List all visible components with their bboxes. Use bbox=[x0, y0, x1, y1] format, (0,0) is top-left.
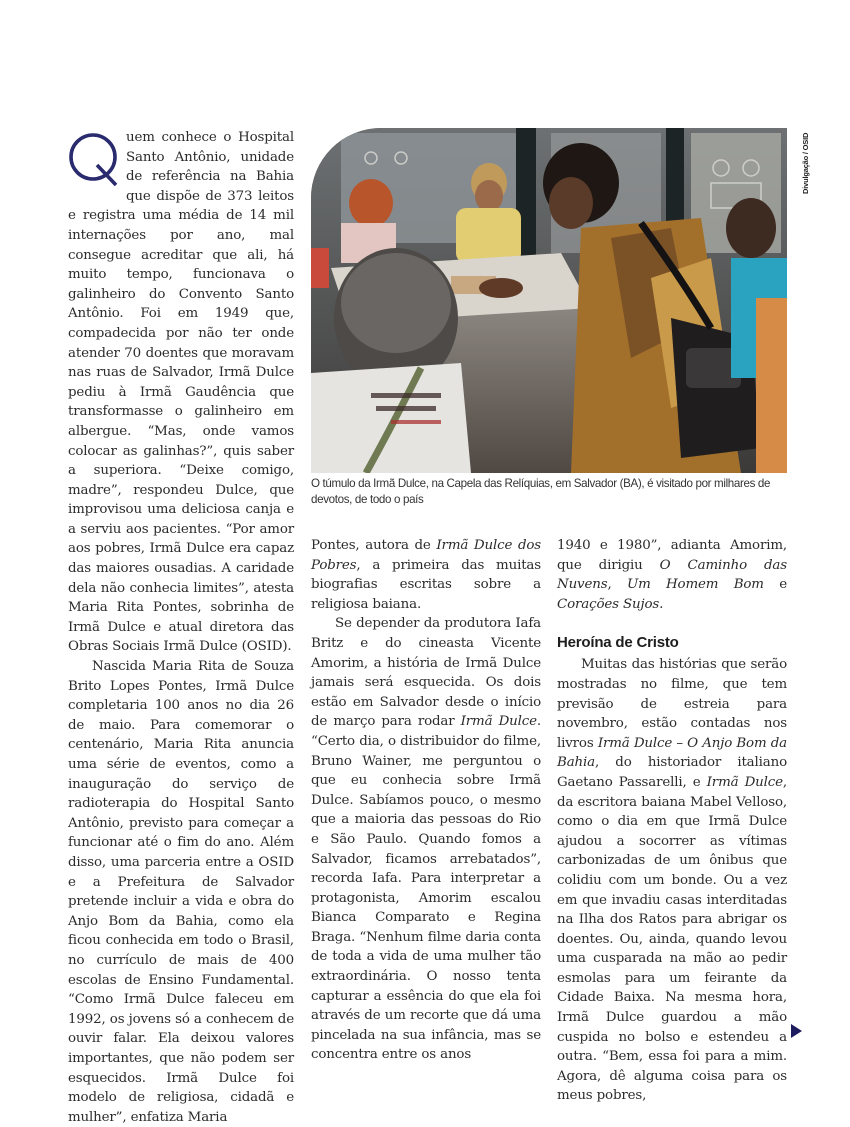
photo-caption: O túmulo da Irmã Dulce, na Capela das Relíquias, em Salvador (BA), é visitado por milhares de devotos, de todo o país bbox=[311, 477, 771, 506]
film-title-1: O Caminho das Nuvens bbox=[557, 557, 787, 593]
film-title-2: Um Homem Bom bbox=[626, 577, 764, 593]
book-title: Irmã Dulce dos Pobres bbox=[311, 538, 541, 573]
paragraph-4: Se depender da produtora Iafa Britz e do cineasta Vicente Amorim, a história de Irmã Dulce jamais será esquecida. Os dois estão em Salvador desde o início de março para rodar Irmã Dulce. “Certo dia, o distribuidor do filme, Bruno Wainer, me perguntou o que eu conhecia sobre Irmã Dulce. Sabíamos pouco, o mesmo que a maioria das pessoas do Rio e São Paulo. Quando fomos a Salvador, ficamos arrebatados”, recorda Iafa. Para interpretar a protagonista, Amorim escalou Bianca Comparato e Regina Braga. “Nenhum filme daria conta de toda a vida de uma mulher tão extraordinária. O nosso tenta capturar a essência do que ela foi através de um recorte que dá uma pincelada na sua infância, mas se concentra entre os anos bbox=[311, 616, 541, 1063]
photo-tomb-visitors bbox=[311, 128, 787, 473]
section-subheading: Heroína de Cristo bbox=[557, 634, 679, 652]
photo-image bbox=[311, 128, 787, 473]
paragraph-5: 1940 e 1980”, adianta Amorim, que dirigiu O Caminho das Nuvens, Um Homem Bom e Corações Sujos. bbox=[557, 538, 787, 612]
film-title-3: Corações Sujos bbox=[557, 596, 660, 612]
continue-arrow-icon bbox=[791, 1024, 802, 1038]
dropcap-q bbox=[66, 130, 122, 188]
dropcap-q-glyph bbox=[66, 130, 122, 188]
paragraph-3: Pontes, autora de Irmã Dulce dos Pobres, a primeira das muitas biografias escritas sobre a religiosa baiana. bbox=[311, 538, 541, 612]
book-title-2: Irmã Dulce bbox=[706, 774, 783, 790]
article-column-2 bbox=[311, 536, 541, 1065]
article-column-3 bbox=[557, 536, 787, 1106]
paragraph-6: Muitas das histórias que serão mostradas no filme, que tem previsão de estreia para novembro, estão contadas nos livros Irmã Dulce – O Anjo Bom da Bahia, do historiador italiano Gaetano Passarelli, e Irmã Dulce, da escritora baiana Mabel Velloso, como o dia em que Irmã Dulce ajudou a socorrer as vítimas carbonizadas de um ônibus que colidiu com um bonde. Ou a vez em que invadiu casas interditadas na Ilha dos Ratos para abrigar os doentes. Ou, ainda, quando levou uma cusparada na mão ao pedir esmolas para um feirante da Cidade Baixa. Na mesma hora, Irmã Dulce guardou a mão cuspida no bolso e estendeu a outra. “Bem, essa foi para a mim. Agora, dê alguma coisa para os meus pobres, bbox=[557, 657, 788, 1104]
paragraph-2: Nascida Maria Rita de Souza Brito Lopes Pontes, Irmã Dulce completaria 100 anos no dia 26 de maio. Para comemorar o centenário, Maria Rita anuncia uma série de eventos, como a inauguração do serviço de radioterapia do Hospital Santo Antônio, previsto para começar a funcionar até o fim do ano. Além disso, uma parceria entre a OSID e a Prefeitura de Salvador pretende incluir a vida e obra do Anjo Bom da Bahia, como ela ficou conhecida em todo o Brasil, no currículo de mais de 400 escolas de Ensino Fundamental. “Como Irmã Dulce faleceu em 1992, os jovens só a conhecem de ouvir falar. Ela deixou valores importantes, que não podem ser esquecidos. Irmã Dulce foi modelo de religiosa, cidadã e mulher”, enfatiza Maria bbox=[68, 659, 294, 1125]
film-title: Irmã Dulce bbox=[460, 714, 537, 730]
photo-credit: Divulgação / OSID bbox=[801, 132, 810, 194]
book-title-1: Irmã Dulce – O Anjo Bom da Bahia bbox=[557, 735, 788, 771]
paragraph-intro bbox=[68, 128, 294, 657]
intro-text: uem conhece o Hospital Santo Antônio, unidade de referência na Bahia que dispõe de 373 leitos e registra uma média de 14 mil internações por ano, mal consegue acreditar que ali, há muito tempo, funcionava o galinheiro do Convento Santo Antônio. Foi em 1949 que, compadecida por não ter onde atender 70 doentes que moravam nas ruas de Salvador, Irmã Dulce pediu à Irmã Gaudência que transformasse o galinheiro em albergue. “Mas, onde vamos colocar as galinhas?”, quis saber a superiora. “Deixe comigo, madre”, respondeu Dulce, que improvisou uma deliciosa canja e a serviu aos pacientes. “Por amor aos pobres, Irmã Dulce era capaz das maiores ousadias. A caridade dela não conhecia limites”, atesta Maria Rita Pontes, sobrinha de Irmã Dulce e atual diretora das Obras Sociais Irmã Dulce (OSID). bbox=[68, 130, 294, 655]
article-column-1 bbox=[68, 128, 294, 1127]
